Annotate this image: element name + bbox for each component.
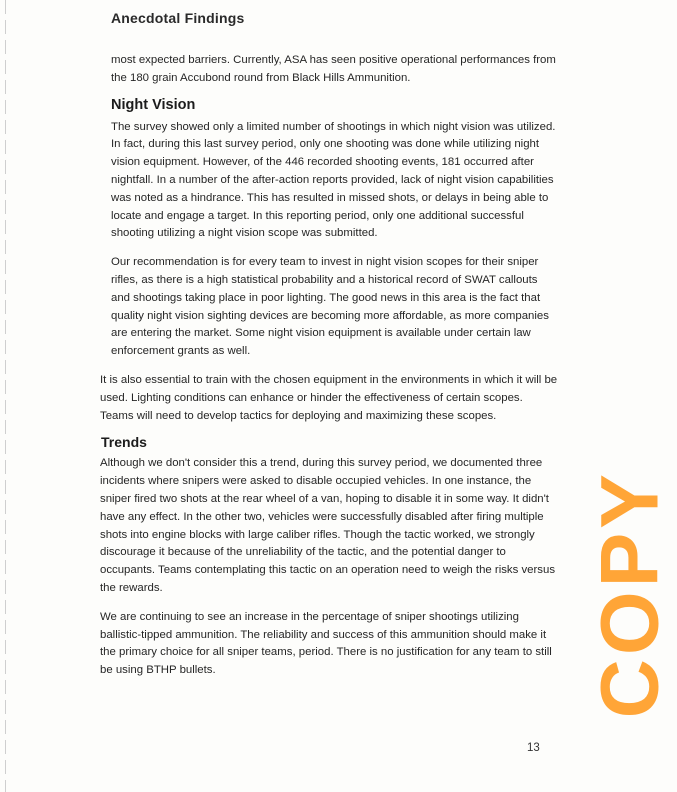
intro-paragraph: most expected barriers. Currently, ASA has seen positive operational performances from the 180 grain Accubond round from Black Hills Ammunition.	[111, 54, 556, 84]
trends-heading: Trends	[101, 434, 147, 451]
copy-stamp: COPY	[584, 470, 675, 719]
binder-margin-line	[5, 0, 6, 792]
night-vision-paragraph-2: Our recommendation is for every team to invest in night vision scopes for their sniper rifles, as there is a high statistical probability and a historical record of SWAT callouts and shootings taking place in poor lighting. The good news in this area is the fact that quality night vision sighting devices are becoming more affordable, as more companies are entering the market. Some night vision equipment is available under certain law enforcement grants as well.	[111, 256, 549, 358]
night-vision-heading: Night Vision	[111, 96, 196, 113]
training-paragraph: It is also essential to train with the chosen equipment in the environments in which it will be used. Lighting conditions can enhance or hinder the effectiveness of certain scopes. Teams will need to develop tactics for deploying and maximizing these scopes.	[100, 373, 558, 422]
trends-paragraph-2: We are continuing to see an increase in the percentage of sniper shootings utilizing ballistic-tipped ammunition. The reliability and success of this ammunition should make it the primary choice for all sniper teams, period. There is no justification for any team to still be using BTHP bullets.	[100, 610, 552, 677]
trends-paragraph-1: Although we don't consider this a trend, during this survey period, we documented three incidents where snipers were asked to disable occupied vehicles. In one instance, the sniper fired two shots at the rear wheel of a van, hoping to disable it in some way. It didn't have any effect. In the other two, vehicles were successfully disabled after firing multiple shots into engine blocks with large caliber rifles. Though the tactic worked, we strongly discourage it because of the unreliability of the tactic, and the potential danger to occupants. Teams contemplating this tactic on an operation need to weigh the risks versus the rewards.	[100, 457, 556, 594]
night-vision-paragraph-1: The survey showed only a limited number of shootings in which night vision was utilized. In fact, during this last survey period, only one shooting was done while utilizing night vision equipment. However, of the 446 recorded shooting events, 181 occurred after nightfall. In a number of the after-action reports provided, lack of night vision capabilities was noted as a hindrance. This has resulted in missed shots, or delays in being able to locate and engage a target. In this reporting period, only one additional successful shooting utilizing a night vision scope was submitted.	[111, 120, 556, 240]
page-content	[100, 52, 558, 680]
running-head: Anecdotal Findings	[111, 10, 245, 26]
page-number: 13	[527, 742, 540, 754]
